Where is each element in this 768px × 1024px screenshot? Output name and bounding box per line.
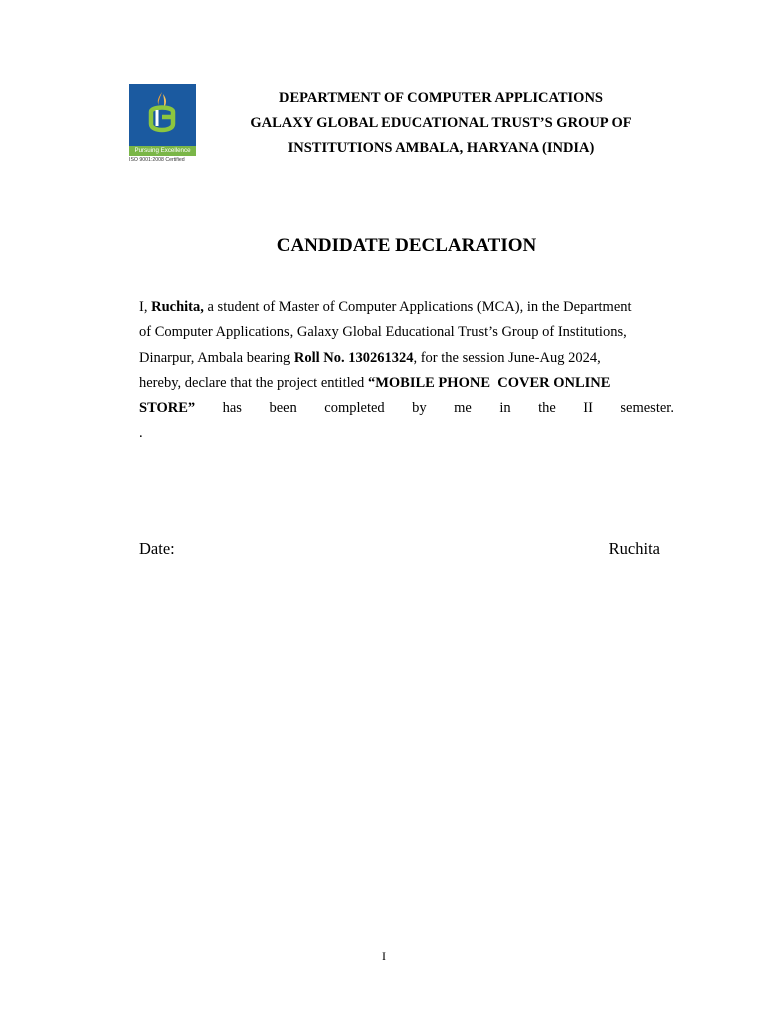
institution-logo	[129, 84, 196, 166]
institution-header	[210, 86, 672, 161]
text-segment: of Computer Applications, Galaxy Global Educational Trust’s Group of Institutions,	[139, 324, 627, 341]
page-number: I	[382, 949, 386, 963]
text-segment: Dinarpur, Ambala bearing	[139, 349, 294, 366]
page-title: CANDIDATE DECLARATION	[276, 235, 537, 256]
text-segment: I,	[139, 299, 152, 315]
paragraph-line-1	[139, 295, 674, 320]
text-segment: a student of Master of Computer Applications (MCA), in the Department	[203, 299, 632, 315]
logo-iso-certification: ISO 9001:2008 Certified	[129, 157, 185, 163]
word: by	[412, 400, 427, 417]
word: been	[269, 400, 297, 417]
text-segment: , for the session June-Aug 2024,	[413, 349, 601, 366]
flame-g-icon	[129, 84, 196, 146]
paragraph-line-3	[139, 346, 674, 371]
stray-period: .	[139, 425, 143, 442]
text-segment: hereby, declare that the project entitled	[139, 374, 368, 391]
roll-number: Roll No. 130261324	[293, 349, 414, 366]
date-label: Date:	[139, 539, 175, 558]
paragraph-line-6	[139, 421, 674, 446]
word: in	[499, 400, 511, 417]
paragraph-line-2	[139, 320, 674, 345]
word: completed	[324, 400, 385, 417]
project-title-part-1: “MOBILE PHONE COVER ONLINE	[367, 374, 611, 391]
candidate-signature: Ruchita	[608, 539, 660, 558]
project-title-part-2: STORE”	[139, 400, 196, 417]
declaration-paragraph	[139, 295, 674, 447]
header-line-1: DEPARTMENT OF COMPUTER APPLICATIONS	[278, 90, 603, 106]
header-line-3: INSTITUTIONS AMBALA, HARYANA (INDIA)	[287, 140, 595, 156]
word: has	[222, 400, 242, 417]
paragraph-line-5	[139, 396, 674, 421]
word: II	[583, 400, 593, 417]
word: the	[538, 400, 556, 417]
candidate-name: Ruchita,	[151, 299, 204, 315]
paragraph-line-4	[139, 371, 674, 396]
header-line-2: GALAXY GLOBAL EDUCATIONAL TRUST’S GROUP OF	[250, 115, 632, 131]
word: me	[454, 400, 472, 417]
logo-tagline: Pursuing Excellence	[129, 146, 196, 156]
word: semester.	[620, 400, 674, 417]
